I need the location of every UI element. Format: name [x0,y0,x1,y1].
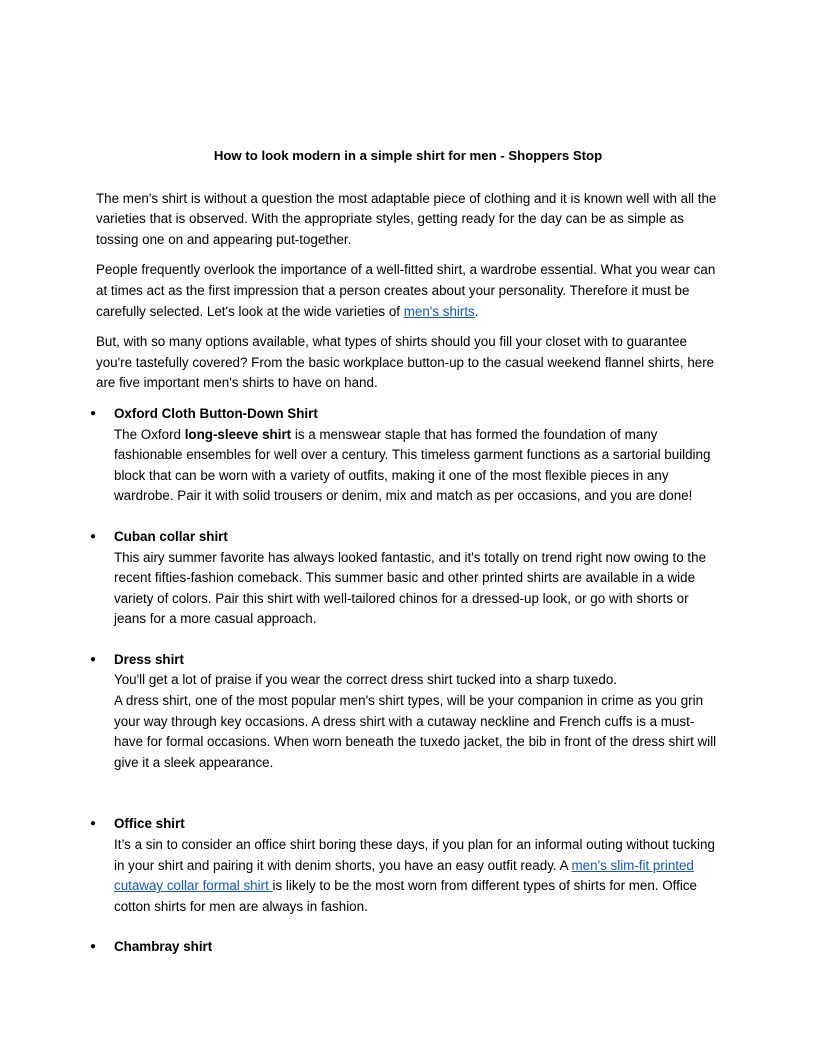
bullet-icon: ● [89,653,97,665]
item-body-dress-line1: You'll get a lot of praise if you wear the correct dress shirt tucked into a sharp tuxedo. [114,672,617,688]
bullet-icon: ● [89,941,97,953]
list-item-office [89,814,720,917]
document-title: How to look modern in a simple shirt for men - Shoppers Stop [213,148,603,163]
item-title-office: Office shirt [114,816,185,832]
bullet-icon: ● [89,818,97,830]
item-title-cuban: Cuban collar shirt [114,528,228,544]
list-item-oxford [89,404,720,507]
list-item-cuban [89,527,720,630]
item-body-office [114,835,720,917]
importance-paragraph-end: . [474,303,479,319]
bullet-icon: ● [89,407,97,419]
office-body-pre: It’s a sin to consider an office shirt boring these days, if you plan for an informal outing without tucking in your shirt and pairing it with denim shorts, you have an easy outfit ready. A [114,837,715,873]
list-item-chambray [89,937,720,958]
shirt-types-list [89,404,720,958]
options-paragraph: But, with so many options available, what types of shirts should you fill your closet with to guarantee you're tastefully covered? From the basic workplace button-up to the casual weekend flannel shirts, here are five important men's shirts to have on hand. [96,334,715,391]
mens-shirts-link[interactable]: men's shirts [403,303,475,319]
importance-paragraph-text: People frequently overlook the importance of a well-fitted shirt, a wardrobe essential. What you wear can at times act as the first impression that a person creates about your personality. Therefore it must be carefully selected. Let's look at the wide varieties of [96,262,716,319]
importance-paragraph [96,260,720,322]
item-body-oxford [114,425,720,507]
oxford-body-post: is a menswear staple that has formed the foundation of many fashionable ensembles for well over a century. This timeless garment functions as a sartorial building block that can be worn with a variety of outfits, making it one of the most flexible pieces in any wardrobe. Pair it with solid trousers or denim, mix and match as per occasions, and you are done! [114,426,711,504]
bullet-icon: ● [89,530,97,542]
oxford-body-bold: long-sleeve shirt [184,426,292,442]
slim-fit-shirt-link[interactable]: men's slim-fit printed cutaway collar formal shirt [114,857,694,894]
item-body-dress-line2: A dress shirt, one of the most popular men's shirt types, will be your companion in crime as you grin your way through key occasions. A dress shirt with a cutaway neckline and French cuffs is a must-have for formal occasions. When worn beneath the tuxedo jacket, the bib in front of the dress shirt will give it a sleek appearance. [114,693,717,770]
oxford-body-pre: The Oxford [114,426,185,442]
office-body-post: is likely to be the most worn from different types of shirts for men. Office cotton shirts for men are always in fashion. [114,878,697,914]
item-body-cuban: This airy summer favorite has always looked fantastic, and it's totally on trend right now owing to the recent fifties-fashion comeback. This summer basic and other printed shirts are available in a wide variety of colors. Pair this shirt with well-tailored chinos for a dressed-up look, or go with shorts or jeans for a more casual approach. [114,549,707,627]
item-title-chambray: Chambray shirt [114,939,213,955]
item-title-dress: Dress shirt [114,651,184,667]
list-item-dress [89,650,720,774]
item-title-oxford: Oxford Cloth Button-Down Shirt [114,405,318,421]
intro-paragraph: The men's shirt is without a question the most adaptable piece of clothing and it is known well with all the varieties that is observed. With the appropriate styles, getting ready for the day can be as simple as tossing one on and appearing put-together. [96,190,717,247]
